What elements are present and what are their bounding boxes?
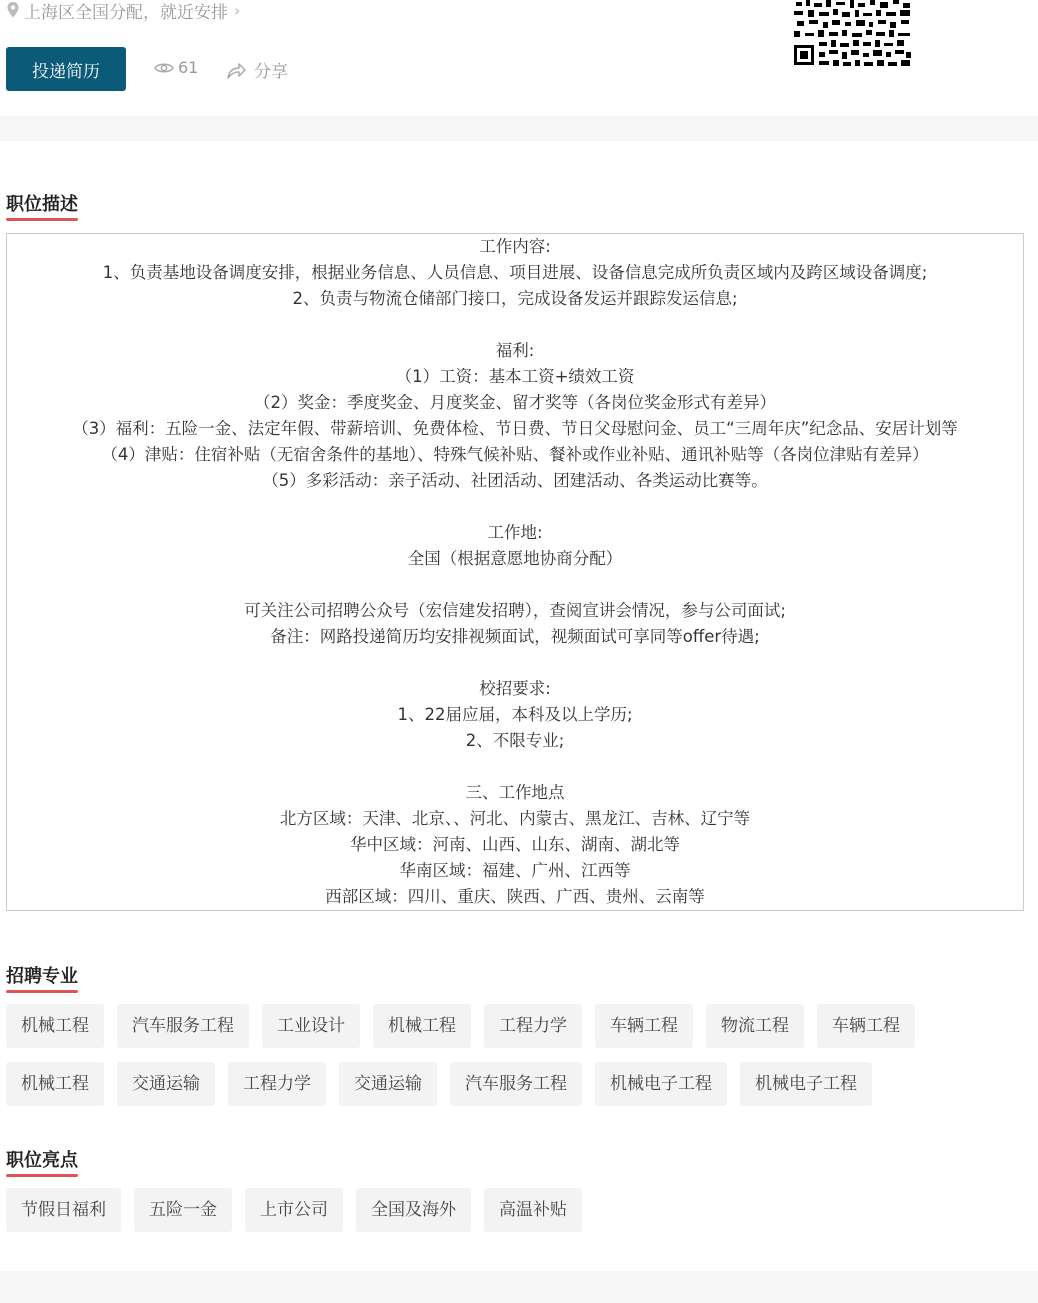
major-tag: 车辆工程 xyxy=(817,1004,915,1048)
description-lines xyxy=(7,234,1023,910)
job-description-box xyxy=(6,233,1024,911)
description-line: 1、负责基地设备调度安排，根据业务信息、人员信息、项目进展、设备信息完成所负责区域内及跨区域设备调度; xyxy=(102,263,928,282)
section-title-description xyxy=(6,190,78,216)
description-line: 华南区域：福建、广州、江西等 xyxy=(399,861,631,880)
title-underline xyxy=(6,218,78,221)
major-tag: 工程力学 xyxy=(484,1004,582,1048)
major-tag: 交通运输 xyxy=(339,1062,437,1106)
share-label: 分享 xyxy=(254,62,288,82)
description-line xyxy=(7,754,1023,780)
view-count xyxy=(154,58,198,77)
share-button[interactable] xyxy=(226,57,288,82)
major-tag: 物流工程 xyxy=(706,1004,804,1048)
description-line: （1）工资：基本工资+绩效工资 xyxy=(395,367,635,386)
section-title-majors xyxy=(6,962,78,988)
apply-resume-button[interactable]: 投递简历 xyxy=(6,47,126,91)
description-line: 可关注公司招聘公众号（宏信建发招聘），查阅宣讲会情况，参与公司面试; xyxy=(244,601,786,620)
section-divider xyxy=(0,116,1038,141)
view-count-value: 61 xyxy=(178,58,199,77)
description-line: 华中区域：河南、山西、山东、湖南、湖北等 xyxy=(350,835,680,854)
highlights-tag-row xyxy=(6,1188,595,1232)
major-tag: 工业设计 xyxy=(262,1004,360,1048)
description-line: 校招要求: xyxy=(479,679,551,698)
description-line: 工作地: xyxy=(487,523,543,542)
description-line xyxy=(7,650,1023,676)
share-arrow-icon xyxy=(226,61,246,79)
description-line xyxy=(7,572,1023,598)
major-tag: 机械工程 xyxy=(373,1004,471,1048)
major-tag: 车辆工程 xyxy=(595,1004,693,1048)
highlight-tag: 高温补贴 xyxy=(484,1188,582,1232)
highlight-tag: 上市公司 xyxy=(245,1188,343,1232)
location-text: 上海区全国分配，就近安排 xyxy=(24,2,228,23)
location-link[interactable] xyxy=(6,0,241,23)
highlight-tag: 节假日福利 xyxy=(6,1188,121,1232)
description-line: 福利: xyxy=(495,341,535,360)
description-line: （3）福利：五险一金、法定年假、带薪培训、免费体检、节日费、节日父母慰问金、员工“三周年庆”纪念品、安居计划等 xyxy=(72,419,958,438)
section-title-text: 招聘专业 xyxy=(6,966,78,987)
description-line xyxy=(7,494,1023,520)
major-tag: 机械电子工程 xyxy=(740,1062,872,1106)
map-pin-icon xyxy=(6,1,20,19)
eye-icon xyxy=(154,61,174,75)
major-tag: 交通运输 xyxy=(117,1062,215,1106)
description-line: 2、不限专业; xyxy=(465,731,565,750)
footer-band xyxy=(0,1271,1038,1303)
description-line: 全国（根据意愿地协商分配） xyxy=(407,549,623,568)
chevron-right-icon: › xyxy=(234,0,241,20)
section-title-highlights xyxy=(6,1146,78,1172)
description-line: （2）奖金：季度奖金、月度奖金、留才奖等（各岗位奖金形式有差异） xyxy=(254,393,776,412)
section-title-text: 职位描述 xyxy=(6,194,78,215)
majors-tag-row xyxy=(6,1004,928,1048)
title-underline xyxy=(6,990,78,993)
highlight-tag: 全国及海外 xyxy=(356,1188,471,1232)
major-tag: 汽车服务工程 xyxy=(117,1004,249,1048)
major-tag: 机械工程 xyxy=(6,1004,104,1048)
section-title-text: 职位亮点 xyxy=(6,1150,78,1171)
highlight-tag: 五险一金 xyxy=(134,1188,232,1232)
description-line: 2、负责与物流仓储部门接口，完成设备发运并跟踪发运信息; xyxy=(292,289,738,308)
major-tag: 工程力学 xyxy=(228,1062,326,1106)
job-header xyxy=(0,0,1038,116)
description-line: （4）津贴：住宿补贴（无宿舍条件的基地）、特殊气候补贴、餐补或作业补贴、通讯补贴等（各岗位津贴有差异） xyxy=(101,445,929,464)
description-line: 三、工作地点 xyxy=(465,783,565,802)
title-underline xyxy=(6,1174,78,1177)
description-line: 1、22届应届，本科及以上学历; xyxy=(397,705,633,724)
description-line xyxy=(7,312,1023,338)
description-line: （5）多彩活动：亲子活动、社团活动、团建活动、各类运动比赛等。 xyxy=(262,471,768,490)
major-tag: 机械电子工程 xyxy=(595,1062,727,1106)
description-line: 备注：网路投递简历均安排视频面试，视频面试可享同等offer待遇; xyxy=(270,627,760,646)
major-tag: 汽车服务工程 xyxy=(450,1062,582,1106)
description-line: 工作内容: xyxy=(479,237,551,256)
description-line: 西部区域：四川、重庆、陕西、广西、贵州、云南等 xyxy=(325,887,705,906)
description-line: 北方区域：天津、北京、、河北、内蒙古、黑龙江、吉林、辽宁等 xyxy=(279,809,751,828)
majors-tag-row xyxy=(6,1062,885,1106)
major-tag: 机械工程 xyxy=(6,1062,104,1106)
qr-code xyxy=(794,0,912,67)
